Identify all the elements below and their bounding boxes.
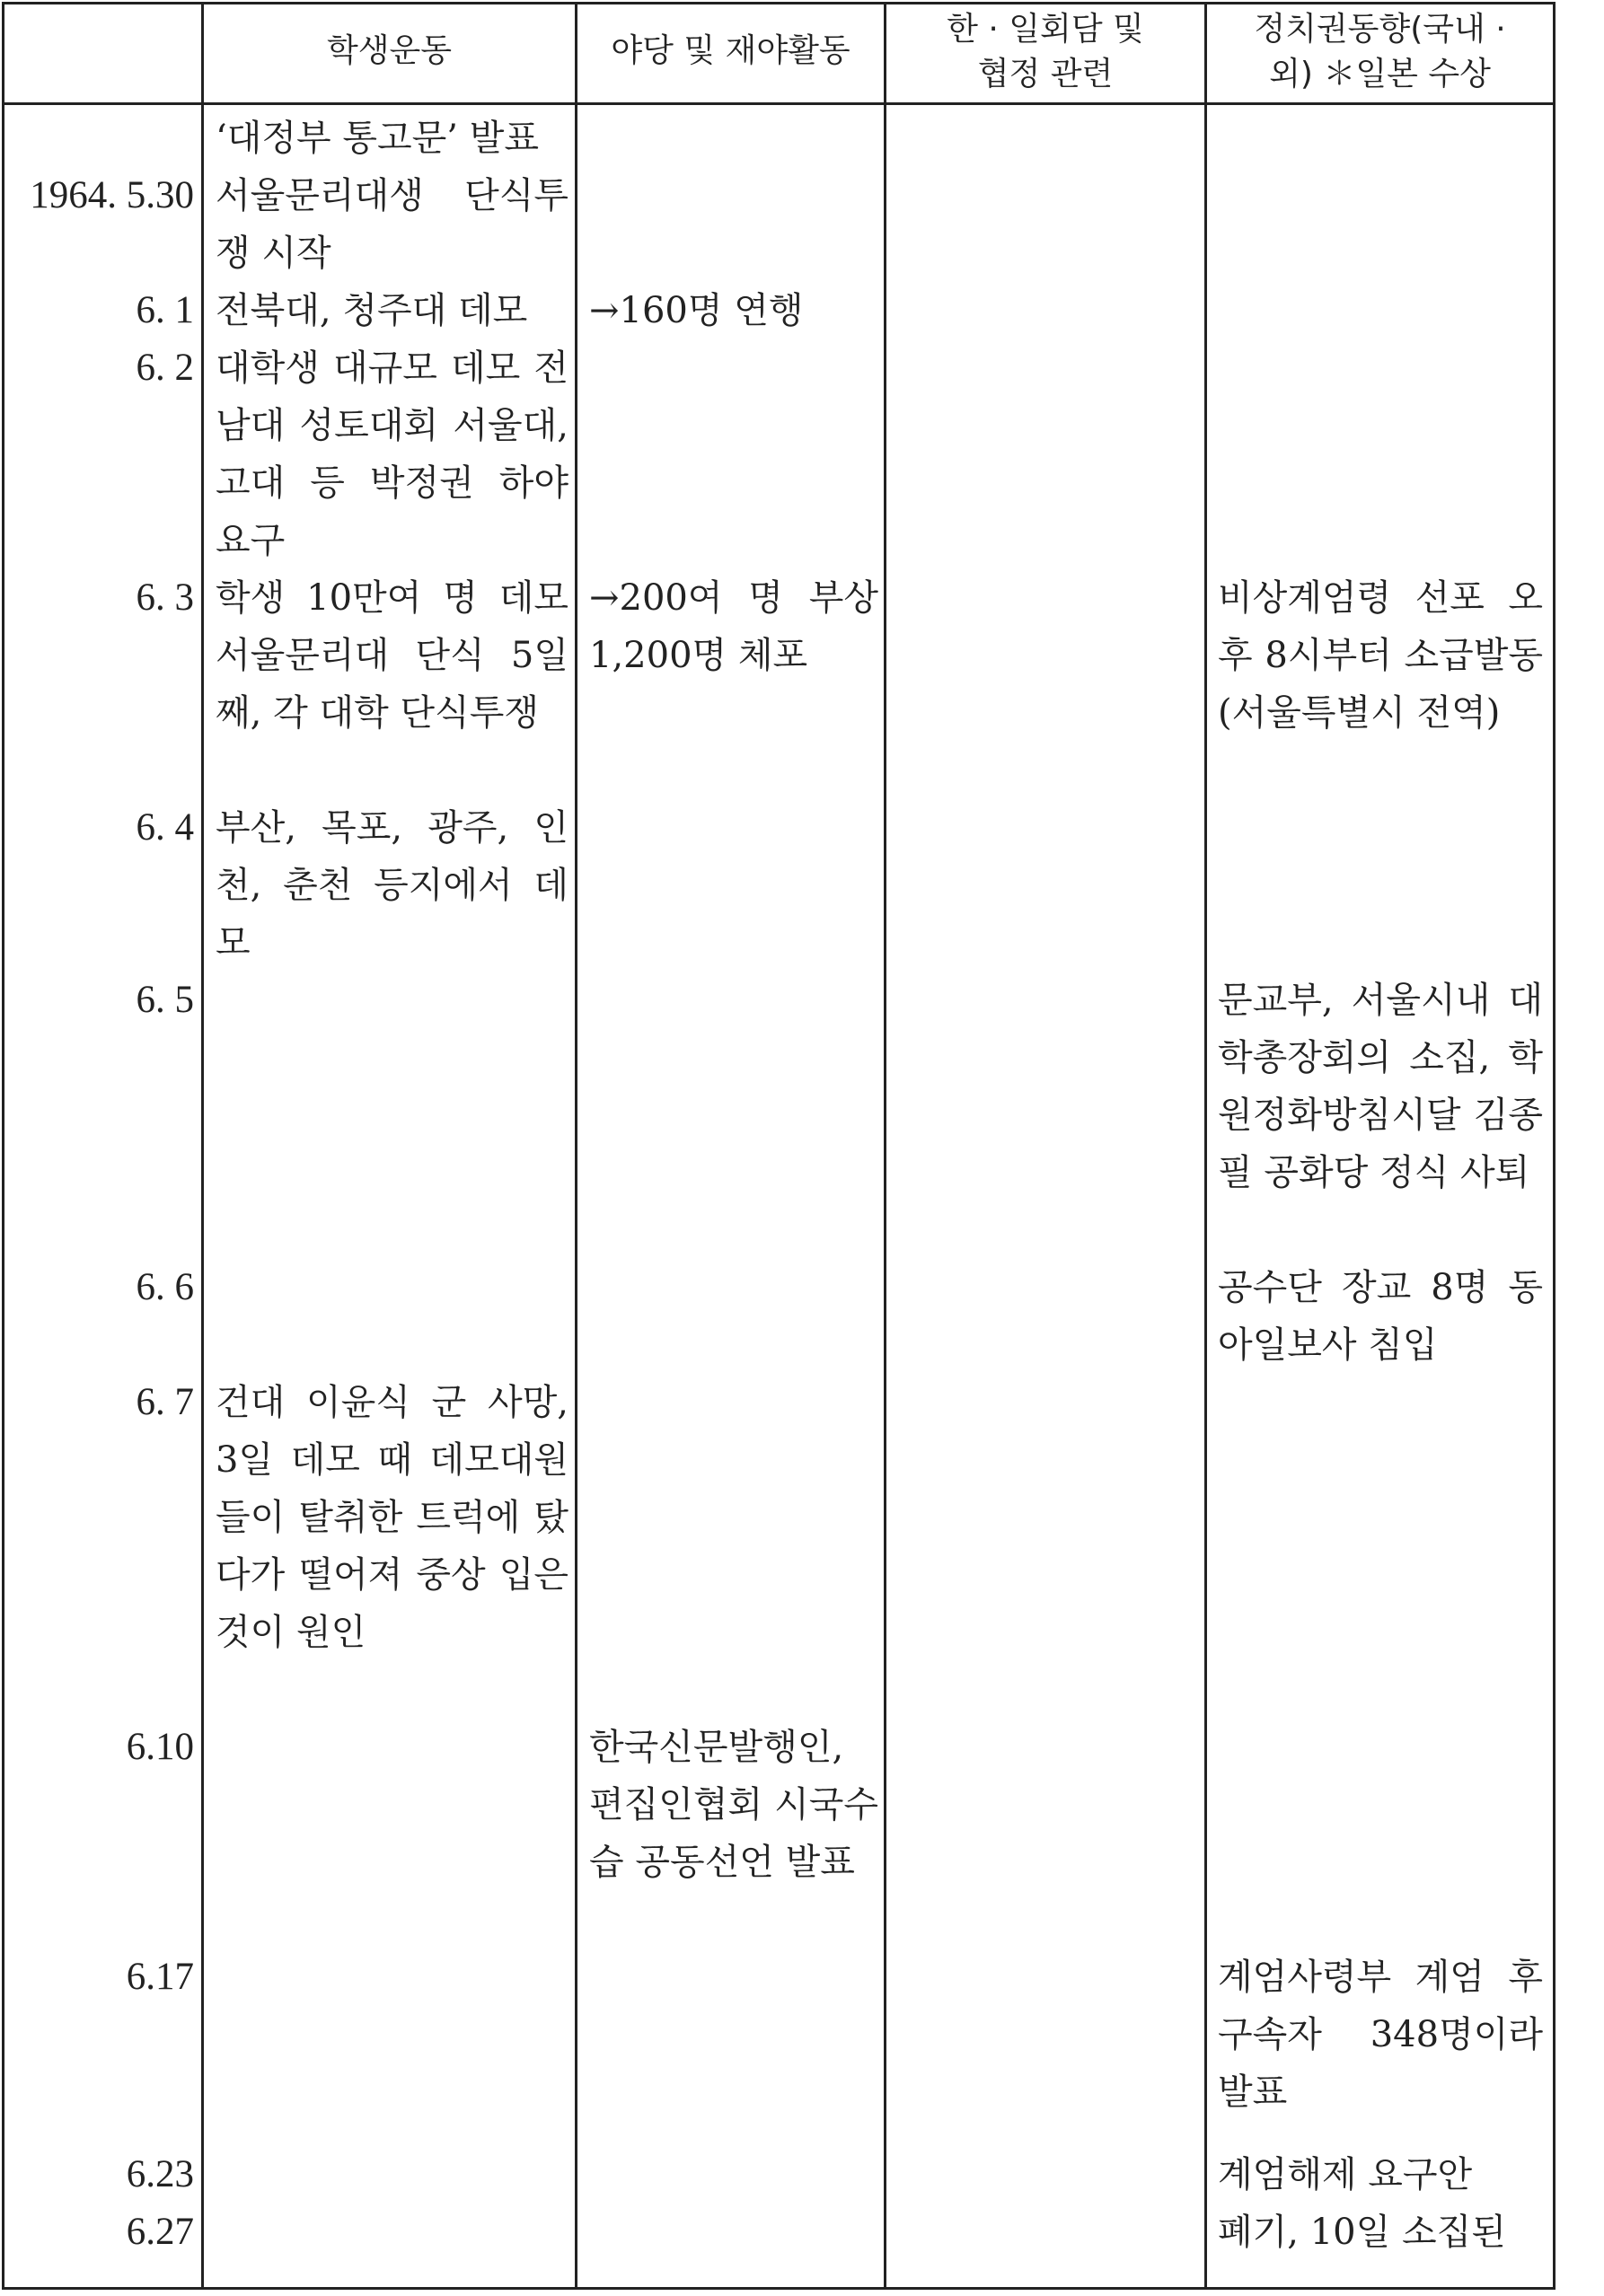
political-trends-entry: 폐기, 10일 소집된 <box>1218 2212 1506 2253</box>
column-divider-4 <box>1204 2 1207 2290</box>
row-date: 6. 7 <box>136 1381 194 1423</box>
table-right-border <box>1553 2 1556 2290</box>
row-date: 6.27 <box>126 2211 194 2253</box>
row-date: 6. 3 <box>136 576 194 619</box>
row-date: 6. 4 <box>136 806 194 849</box>
table-left-border <box>2 2 4 2290</box>
student-movement-entry: 전북대, 청주대 데모 <box>216 290 528 331</box>
opposition-activity-entry: 한국신문발행인, 편집인협회 시국수습 공동선언 발표 <box>589 1727 878 1883</box>
student-movement-entry: 건대 이윤식 군 사망, 3일 데모 때 데모대원들이 탈취한 트럭에 탔다가 떨어져 중상 입은 것이 원인 <box>216 1382 568 1653</box>
header-korea-japan-talks: 한 · 일회담 및 협정 관련 <box>947 11 1144 92</box>
row-date: 6.17 <box>126 1956 194 1998</box>
political-trends-entry: 계엄해제 요구안 <box>1218 2154 1473 2195</box>
row-date: 6.10 <box>126 1726 194 1768</box>
column-divider-2 <box>575 2 577 2290</box>
row-date: 6.23 <box>126 2153 194 2195</box>
row-date: 6. 5 <box>136 979 194 1021</box>
column-divider-1 <box>201 2 204 2290</box>
opposition-activity-entry: →160명 연행 <box>589 290 804 331</box>
student-movement-entry: 부산, 목포, 광주, 인천, 춘천 등지에서 데모 <box>216 807 568 963</box>
row-date: 6. 2 <box>136 347 194 389</box>
row-date: 1964. 5.30 <box>30 174 194 216</box>
student-movement-entry: 서울문리대생 단식투쟁 시작 <box>216 175 568 274</box>
political-trends-entry: 공수단 장교 8명 동아일보사 침입 <box>1218 1267 1543 1366</box>
row-date: 6. 1 <box>136 289 194 331</box>
header-opposition-activity: 야당 및 재야활동 <box>611 32 850 69</box>
header-student-movement: 학생운동 <box>326 32 453 69</box>
political-trends-entry: 계엄사령부 계엄 후 구속자 348명이라 발표 <box>1218 1957 1543 2113</box>
table-bottom-border <box>2 2287 1556 2290</box>
political-trends-entry: 문교부, 서울시내 대학총장회의 소집, 학원정화방침시달 김종필 공화당 정식 사퇴 <box>1218 980 1543 1193</box>
student-movement-entry: 대학생 대규모 데모 전남대 성토대회 서울대, 고대 등 박정권 하야 요구 <box>216 347 568 561</box>
student-movement-entry: ‘대정부 통고문’ 발표 <box>216 118 539 159</box>
student-movement-entry: 학생 10만여 명 데모 서울문리대 단식 5일째, 각 대학 단식투쟁 <box>216 577 568 734</box>
column-divider-3 <box>884 2 886 2290</box>
opposition-activity-entry: →200여 명 부상 1,200명 체포 <box>589 577 878 676</box>
political-trends-entry: 비상계엄령 선포 오후 8시부터 소급발동(서울특별시 전역) <box>1218 577 1543 734</box>
header-bottom-border <box>2 102 1556 105</box>
table-top-border <box>2 2 1556 4</box>
row-date: 6. 6 <box>136 1266 194 1308</box>
header-political-trends: 정치권동향(국내 · 외) ＊일본 수상 <box>1254 11 1506 92</box>
